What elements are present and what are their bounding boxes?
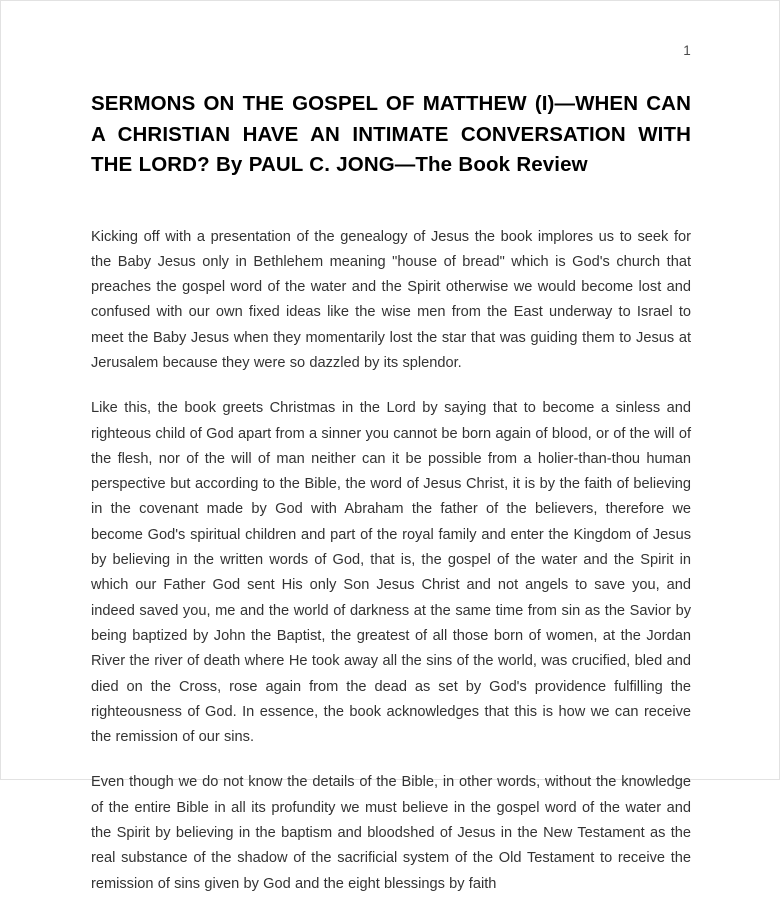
document-content	[91, 89, 691, 897]
body-paragraph: Even though we do not know the details of the Bible, in other words, without the knowledge of the entire Bible in all its profundity we must believe in the gospel word of the water and the Spirit by believing in the baptism and bloodshed of Jesus in the New Testament as the real substance of the shadow of the sacrificial system of the Old Testament to receive the remission of sins given by God and the eight blessings by faith	[91, 774, 691, 892]
body-paragraph: Like this, the book greets Christmas in the Lord by saying that to become a sinless and righteous child of God apart from a sinner you cannot be born again of blood, or of the will of the flesh, nor of the will of man neither can it be possible from a holier-than-thou human perspective but according to the Bible, the word of Jesus Christ, it is by the faith of believing in the covenant made by God with Abraham the father of the believers, therefore we become God's spiritual children and part of the royal family and enter the Kingdom of Jesus by believing in the written words of God, that is, the gospel of the water and the Spirit in which our Father God sent His only Son Jesus Christ and not angels to save you, and indeed saved you, me and the world of darkness at the same time from sin as the Savior by being baptized by John the Baptist, the greatest of all those born of women, at the Jordan River the river of death where He took away all the sins of the world, was crucified, bled and died on the Cross, rose again from the dead as set by God's providence fulfilling the righteousness of God. In essence, the book acknowledges that this is how we can receive the remission of our sins.	[91, 400, 691, 746]
body-paragraph: Kicking off with a presentation of the genealogy of Jesus the book implores us to seek for the Baby Jesus only in Bethlehem meaning "house of bread" which is God's church that preaches the gospel word of the water and the Spirit otherwise we would become lost and confused with our own fixed ideas like the wise men from the East underway to Israel to meet the Baby Jesus when they momentarily lost the star that was guiding them to Jesus at Jerusalem because they were so dazzled by its splendor.	[91, 228, 691, 371]
document-body	[91, 225, 691, 897]
page-number: 1	[683, 43, 691, 58]
page-title: SERMONS ON THE GOSPEL OF MATTHEW (I)—WHEN CAN A CHRISTIAN HAVE AN INTIMATE CONVERSATION WITH THE LORD? By PAUL C. JONG—The Book Review	[91, 92, 691, 176]
